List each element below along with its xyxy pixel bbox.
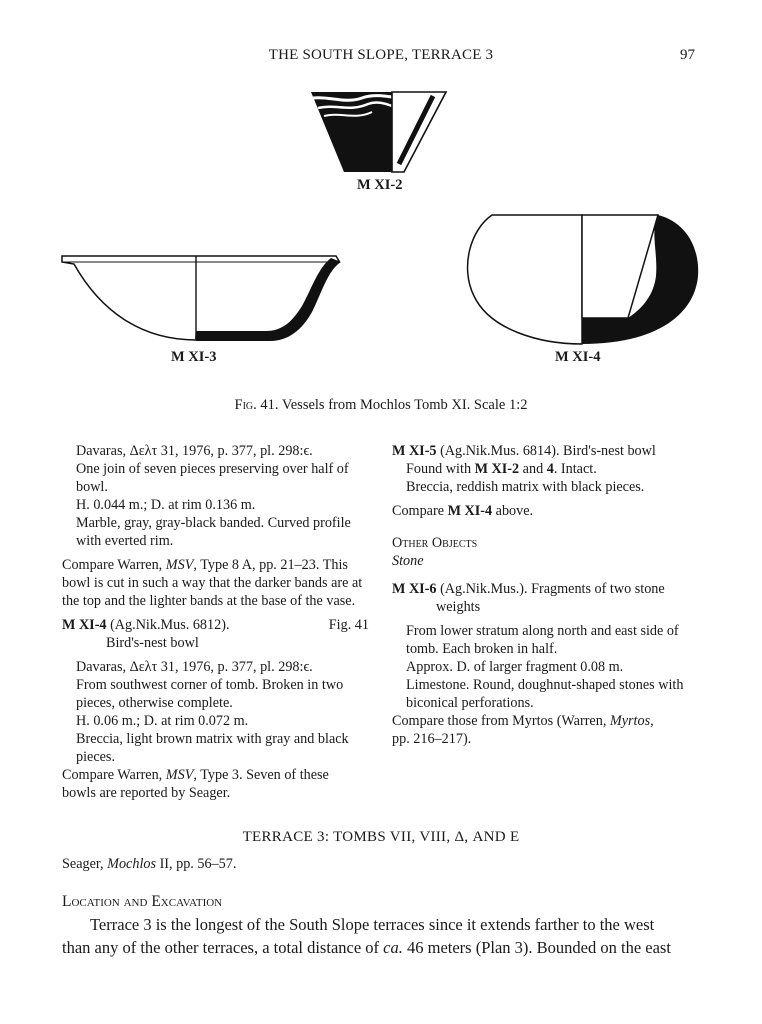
figure-label-m-xi-3: M XI-3 bbox=[171, 349, 217, 365]
figure-caption-text: Vessels from Mochlos Tomb XI. Scale 1:2 bbox=[278, 397, 528, 413]
left-line: Davaras, Δελτ 31, 1976, p. 377, pl. 298:ϵ. bbox=[76, 443, 313, 459]
catalog-entry-m-xi-4 bbox=[62, 616, 369, 634]
body-paragraph-line-2 bbox=[62, 936, 700, 959]
catalog-entry-m-xi-5 bbox=[392, 442, 700, 460]
text: Compare Warren, bbox=[62, 767, 166, 783]
italic-ref: Mochlos bbox=[107, 856, 157, 872]
text: above. bbox=[492, 503, 534, 519]
section-reference bbox=[62, 856, 236, 873]
compare-line bbox=[62, 556, 369, 574]
running-header-title: THE SOUTH SLOPE, TERRACE 3 bbox=[268, 47, 494, 63]
right-line: Limestone. Round, doughnut-shaped stones with bbox=[406, 677, 684, 693]
figure-caption bbox=[0, 397, 762, 414]
left-line: with everted rim. bbox=[76, 533, 174, 549]
text: 46 meters (Plan 3). Bounded on the east bbox=[402, 938, 671, 957]
vessel-m-xi-2-drawing bbox=[311, 92, 446, 172]
right-line: tomb. Each broken in half. bbox=[406, 641, 558, 657]
subheading-stone bbox=[392, 552, 700, 570]
entry-line: weights bbox=[436, 599, 481, 615]
entry-line: Bird's-nest bowl bbox=[106, 635, 199, 651]
compare-line: the top and the lighter bands at the base of the vase. bbox=[62, 593, 356, 609]
left-line: H. 0.06 m.; D. at rim 0.072 m. bbox=[76, 713, 249, 729]
text: Compare those from Myrtos (Warren, bbox=[392, 713, 610, 729]
right-line: Breccia, reddish matrix with black pieces. bbox=[406, 479, 645, 495]
text: than any of the other terraces, a total distance of bbox=[62, 938, 384, 957]
page-number: 97 bbox=[680, 47, 695, 63]
left-line: Breccia, light brown matrix with gray and black bbox=[76, 731, 349, 747]
text: , Type 3. Seven of these bbox=[193, 767, 329, 783]
entry-ref: 4 bbox=[546, 461, 554, 477]
text: , Type 8 A, pp. 21–23. This bbox=[193, 557, 348, 573]
italic-abbrev: ca. bbox=[383, 938, 403, 957]
compare-line: pp. 216–217). bbox=[392, 731, 472, 747]
vessel-m-xi-4-drawing bbox=[468, 215, 699, 344]
section-heading: TERRACE 3: TOMBS VII, VIII, Δ, AND E bbox=[242, 829, 520, 845]
text: Found with bbox=[406, 461, 475, 477]
italic-ref: MSV bbox=[165, 767, 194, 783]
text: , bbox=[650, 713, 654, 729]
right-line: Approx. D. of larger fragment 0.08 m. bbox=[406, 659, 624, 675]
entry-id: M XI-5 bbox=[392, 443, 437, 459]
entry-text: (Ag.Nik.Mus. 6812). bbox=[106, 617, 230, 633]
text: . Intact. bbox=[553, 461, 597, 477]
right-line: From lower stratum along north and east side of bbox=[406, 623, 679, 639]
entry-id: M XI-4 bbox=[62, 617, 107, 633]
left-line: From southwest corner of tomb. Broken in two bbox=[76, 677, 344, 693]
left-line: H. 0.044 m.; D. at rim 0.136 m. bbox=[76, 497, 256, 513]
compare-line bbox=[62, 766, 369, 784]
text: Compare Warren, bbox=[62, 557, 166, 573]
left-column bbox=[62, 442, 369, 802]
entry-ref: M XI-4 bbox=[447, 503, 493, 519]
entry-ref: M XI-2 bbox=[474, 461, 520, 477]
entry-id: M XI-6 bbox=[392, 581, 437, 597]
left-line: One join of seven pieces preserving over half of bbox=[76, 461, 349, 477]
entry-text: (Ag.Nik.Mus. 6814). Bird's-nest bowl bbox=[436, 443, 656, 459]
text: II, pp. 56–57. bbox=[156, 856, 237, 872]
compare-line: bowls are reported by Seager. bbox=[62, 785, 231, 801]
compare-line: bowl is cut in such a way that the darker bands are at bbox=[62, 575, 363, 591]
figure-caption-prefix: Fig. 41. bbox=[234, 397, 279, 413]
entry-fig-ref: Fig. 41 bbox=[328, 617, 369, 633]
catalog-entry-m-xi-6 bbox=[392, 580, 700, 598]
left-line: pieces. bbox=[76, 749, 115, 765]
figure-41-drawings bbox=[0, 0, 762, 400]
right-line: biconical perforations. bbox=[406, 695, 534, 711]
figure-label-m-xi-4: M XI-4 bbox=[555, 349, 601, 365]
left-line: pieces, otherwise complete. bbox=[76, 695, 233, 711]
right-line bbox=[392, 460, 700, 478]
text: Seager, bbox=[62, 856, 108, 872]
left-line: Davaras, Δελτ 31, 1976, p. 377, pl. 298:ϵ. bbox=[76, 659, 313, 675]
subheading-location-excavation: Location and Excavation bbox=[62, 893, 223, 910]
body-paragraph-line-1: Terrace 3 is the longest of the South Slope terraces since it extends farther to the west bbox=[90, 915, 655, 934]
text: Compare bbox=[392, 503, 448, 519]
italic-ref: MSV bbox=[165, 557, 194, 573]
text: and bbox=[519, 461, 547, 477]
left-line: Marble, gray, gray-black banded. Curved profile bbox=[76, 515, 351, 531]
right-column bbox=[392, 442, 700, 748]
figure-label-m-xi-2: M XI-2 bbox=[357, 177, 403, 193]
entry-text: (Ag.Nik.Mus.). Fragments of two stone bbox=[436, 581, 665, 597]
left-line: bowl. bbox=[76, 479, 108, 495]
compare-line bbox=[392, 712, 700, 730]
italic-subhead: Stone bbox=[392, 553, 424, 569]
vessel-m-xi-3-drawing bbox=[62, 256, 341, 341]
italic-ref: Myrtos bbox=[609, 713, 651, 729]
compare-line bbox=[392, 502, 700, 520]
subheading-other-objects: Other Objects bbox=[392, 535, 478, 551]
